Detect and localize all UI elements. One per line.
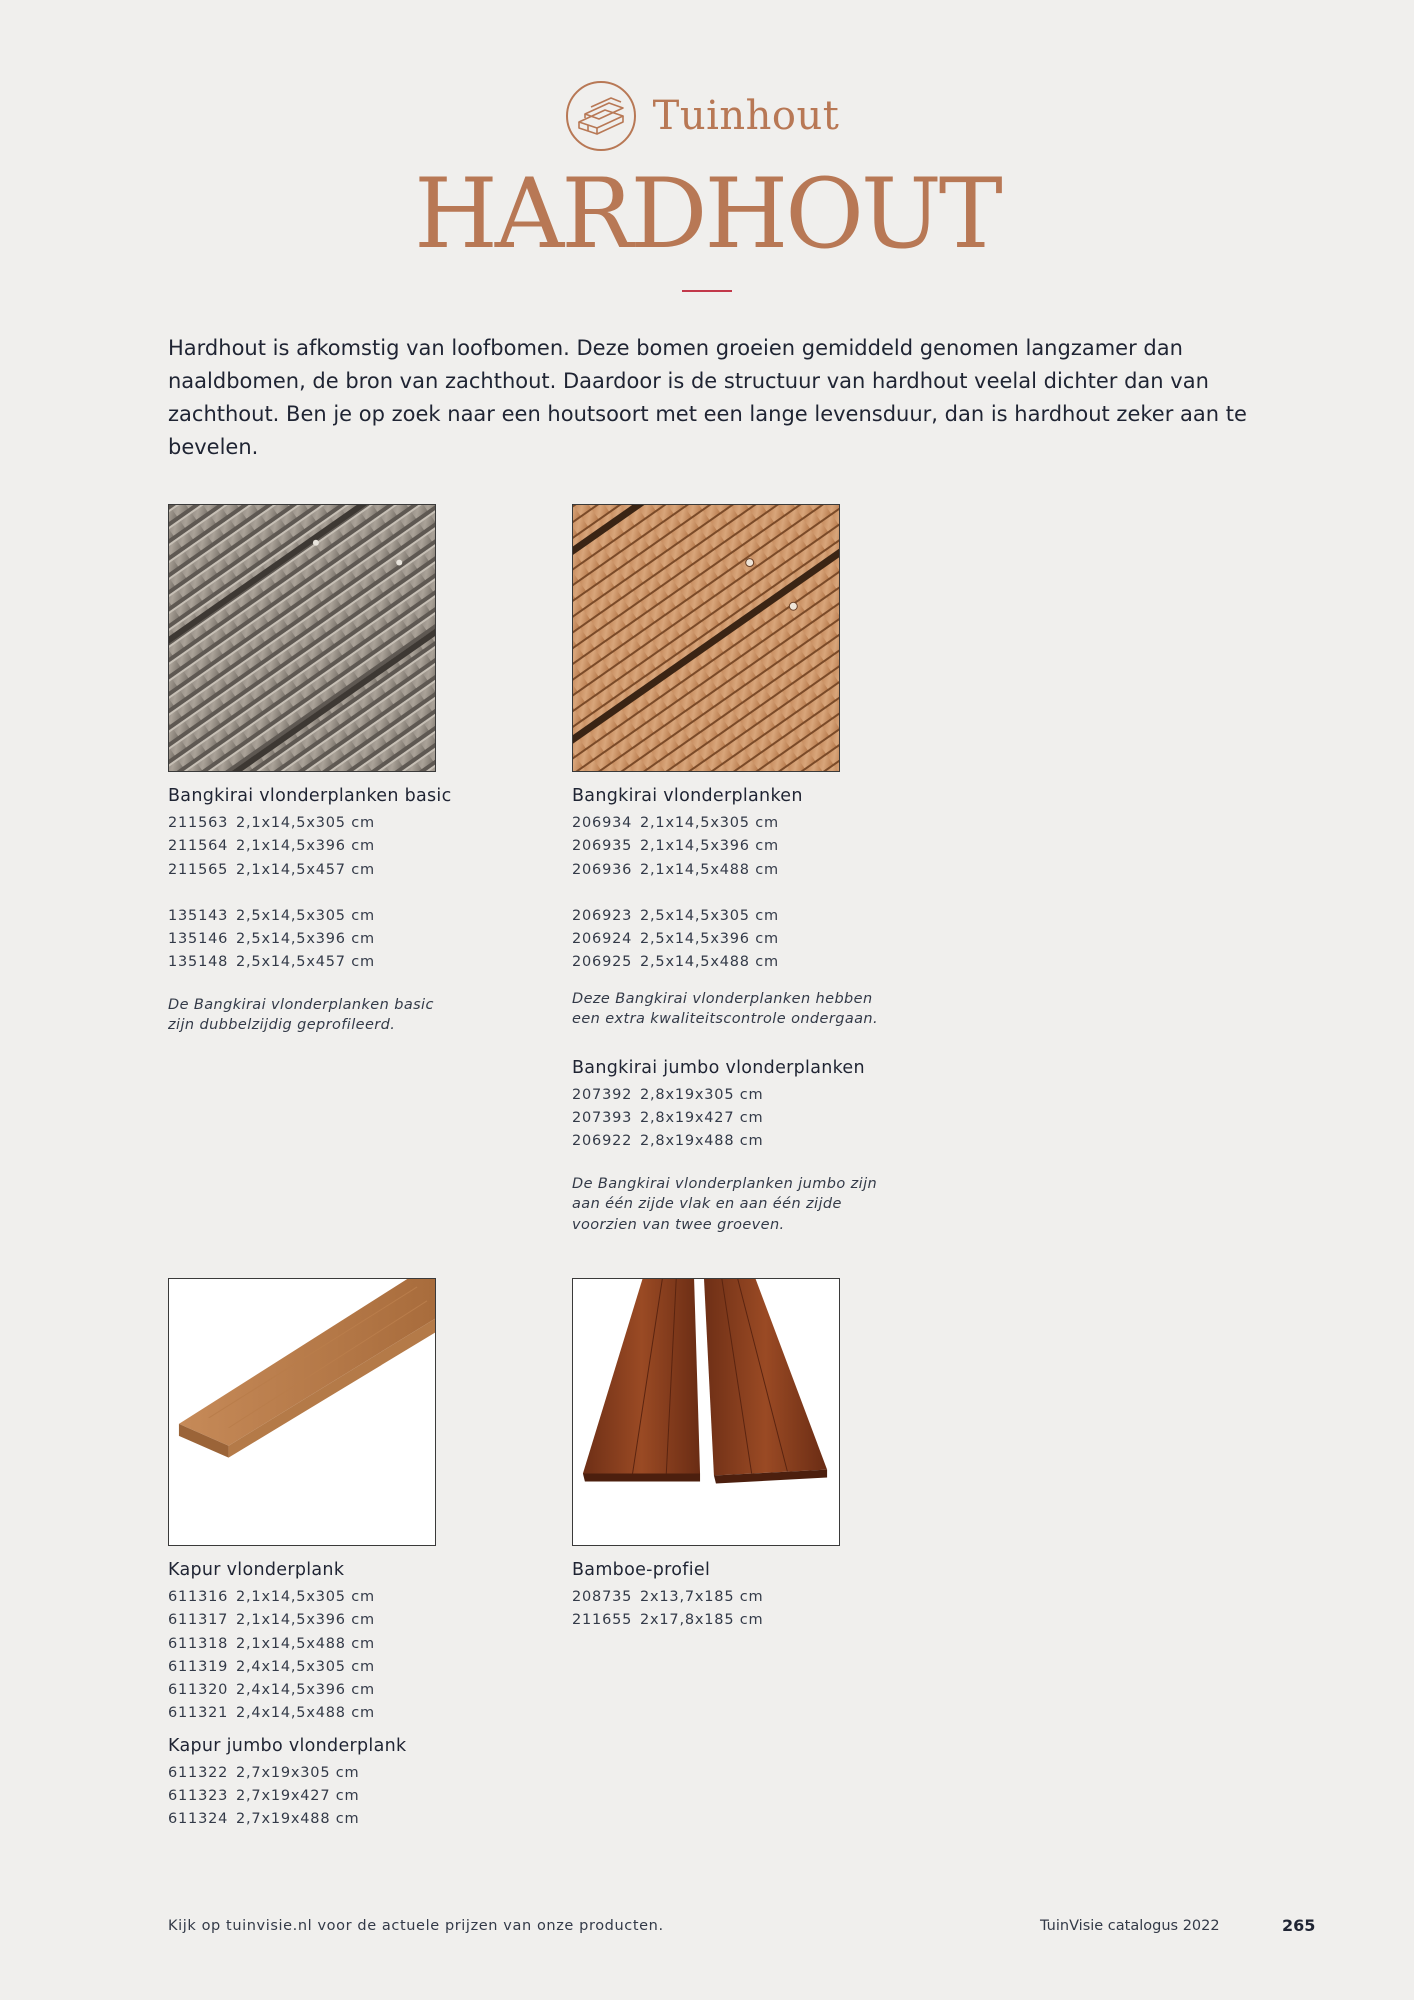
article-code: 211655 (572, 1612, 633, 1629)
list-item (168, 1702, 468, 1725)
article-code: 611319 (168, 1658, 229, 1675)
list-item (168, 835, 468, 858)
list-item (572, 1130, 872, 1153)
article-code: 611317 (168, 1612, 229, 1629)
product-size-list (168, 812, 468, 975)
product-bangkirai-basic (168, 504, 468, 1036)
article-code: 206934 (572, 815, 633, 831)
list-item (168, 1656, 468, 1679)
product-image-bamboe (572, 1278, 840, 1546)
article-size: 2,8x19x488 cm (640, 1133, 764, 1150)
list-item (572, 859, 872, 882)
product-size-list (572, 812, 872, 975)
article-code: 206922 (572, 1133, 633, 1150)
article-code: 206935 (572, 838, 633, 855)
article-code: 211564 (168, 838, 229, 855)
product-title: Bangkirai vlonderplanken basic (168, 786, 452, 806)
list-item (168, 1586, 468, 1609)
stacked-timber-icon (565, 80, 637, 152)
article-code: 611322 (168, 1764, 229, 1781)
list-item (572, 835, 872, 858)
article-size: 2,5x14,5x305 cm (236, 907, 375, 924)
brand-name: Tuinhout (652, 93, 840, 139)
article-code: 207393 (572, 1110, 633, 1127)
product-note: Deze Bangkirai vlonderplanken hebben een extra kwaliteitscontrole ondergaan. (572, 990, 878, 1028)
brand-row (0, 80, 1414, 152)
article-size: 2,7x19x427 cm (236, 1788, 360, 1805)
article-size: 2,8x19x427 cm (640, 1110, 764, 1127)
product-title-jumbo: Kapur jumbo vlonderplank (168, 1735, 407, 1756)
article-code: 135143 (168, 907, 229, 924)
product-size-list (168, 1586, 468, 1726)
product-kapur (168, 1278, 468, 1832)
list-item (168, 951, 468, 974)
article-size: 2,1x14,5x396 cm (236, 838, 375, 855)
list-item (572, 812, 872, 835)
product-size-list (168, 1762, 468, 1832)
article-size: 2,5x14,5x396 cm (236, 931, 375, 948)
article-code: 211563 (168, 815, 229, 831)
article-code: 211565 (168, 861, 229, 878)
page-header (0, 80, 1414, 270)
list-item (168, 1679, 468, 1702)
article-size: 2,5x14,5x488 cm (640, 954, 779, 971)
article-code: 135146 (168, 931, 229, 948)
article-size: 2,1x14,5x305 cm (236, 815, 375, 831)
product-image-bangkirai-basic (168, 504, 436, 772)
article-code: 611324 (168, 1811, 229, 1828)
article-code: 611316 (168, 1589, 229, 1605)
article-code: 611320 (168, 1682, 229, 1699)
article-size: 2,5x14,5x457 cm (236, 954, 375, 971)
product-title: Kapur vlonderplank (168, 1560, 345, 1580)
article-code: 611323 (168, 1788, 229, 1805)
product-size-list (572, 1084, 872, 1154)
article-code: 611321 (168, 1705, 229, 1722)
list-item (168, 1762, 468, 1785)
page-number: 265 (1282, 1916, 1316, 1935)
list-item (168, 1785, 468, 1808)
list-item (572, 1107, 872, 1130)
footer-note: Kijk op tuinvisie.nl voor de actuele prijzen van onze producten. (168, 1918, 664, 1934)
article-size: 2,5x14,5x396 cm (640, 931, 779, 948)
article-size: 2,1x14,5x305 cm (236, 1589, 375, 1605)
article-code: 208735 (572, 1589, 633, 1605)
article-size: 2,5x14,5x305 cm (640, 907, 779, 924)
intro-paragraph: Hardhout is afkomstig van loofbomen. Deze bomen groeien gemiddeld genomen langzamer dan naaldbomen, de bron van zachthout. Daardoor is de structuur van hardhout veelal dichter dan van zachthout. Ben je op zoek naar een houtsoort met een lange levensduur, dan is hardhout zeker aan te bevelen. (168, 336, 1247, 459)
article-code: 135148 (168, 954, 229, 971)
product-note: De Bangkirai vlonderplanken basic zijn dubbelzijdig geprofileerd. (168, 996, 434, 1034)
article-size: 2,4x14,5x488 cm (236, 1705, 375, 1722)
title-divider (682, 290, 732, 292)
article-size: 2,4x14,5x396 cm (236, 1682, 375, 1699)
list-item (168, 812, 468, 835)
page-title: HARDHOUT (414, 158, 1000, 270)
article-size: 2,1x14,5x396 cm (640, 838, 779, 855)
list-item (572, 1586, 872, 1609)
article-size: 2,1x14,5x488 cm (236, 1635, 375, 1652)
product-image-bangkirai (572, 504, 840, 772)
article-code: 611318 (168, 1635, 229, 1652)
list-item (572, 928, 872, 951)
list-item (168, 1609, 468, 1632)
product-title-jumbo: Bangkirai jumbo vlonderplanken (572, 1057, 865, 1078)
list-item (168, 859, 468, 882)
article-size: 2,7x19x488 cm (236, 1811, 360, 1828)
article-size: 2,4x14,5x305 cm (236, 1658, 375, 1675)
list-item (572, 1609, 872, 1632)
product-note: De Bangkirai vlonderplanken jumbo zijn aan één zijde vlak en aan één zijde voorzien van twee groeven. (572, 1175, 878, 1233)
article-size: 2x17,8x185 cm (640, 1612, 764, 1629)
product-bamboe (572, 1278, 872, 1633)
article-size: 2,1x14,5x488 cm (640, 861, 779, 878)
product-image-kapur (168, 1278, 436, 1546)
list-item (168, 905, 468, 928)
article-size: 2x13,7x185 cm (640, 1589, 764, 1605)
article-size: 2,1x14,5x457 cm (236, 861, 375, 878)
article-code: 207392 (572, 1086, 633, 1103)
product-title: Bamboe-profiel (572, 1560, 711, 1580)
list-item (572, 951, 872, 974)
list-item (168, 1633, 468, 1656)
product-title: Bangkirai vlonderplanken (572, 786, 803, 806)
article-code: 206923 (572, 907, 633, 924)
list-item (168, 928, 468, 951)
article-code: 206925 (572, 954, 633, 971)
article-code: 206924 (572, 931, 633, 948)
article-size: 2,7x19x305 cm (236, 1764, 360, 1781)
list-item (168, 1808, 468, 1831)
article-size: 2,8x19x305 cm (640, 1086, 764, 1103)
list-item (572, 905, 872, 928)
catalog-name: TuinVisie catalogus 2022 (1040, 1918, 1220, 1934)
article-size: 2,1x14,5x305 cm (640, 815, 779, 831)
product-bangkirai (572, 504, 878, 1235)
article-code: 206936 (572, 861, 633, 878)
article-size: 2,1x14,5x396 cm (236, 1612, 375, 1629)
list-item (572, 1084, 872, 1107)
product-size-list (572, 1586, 872, 1633)
